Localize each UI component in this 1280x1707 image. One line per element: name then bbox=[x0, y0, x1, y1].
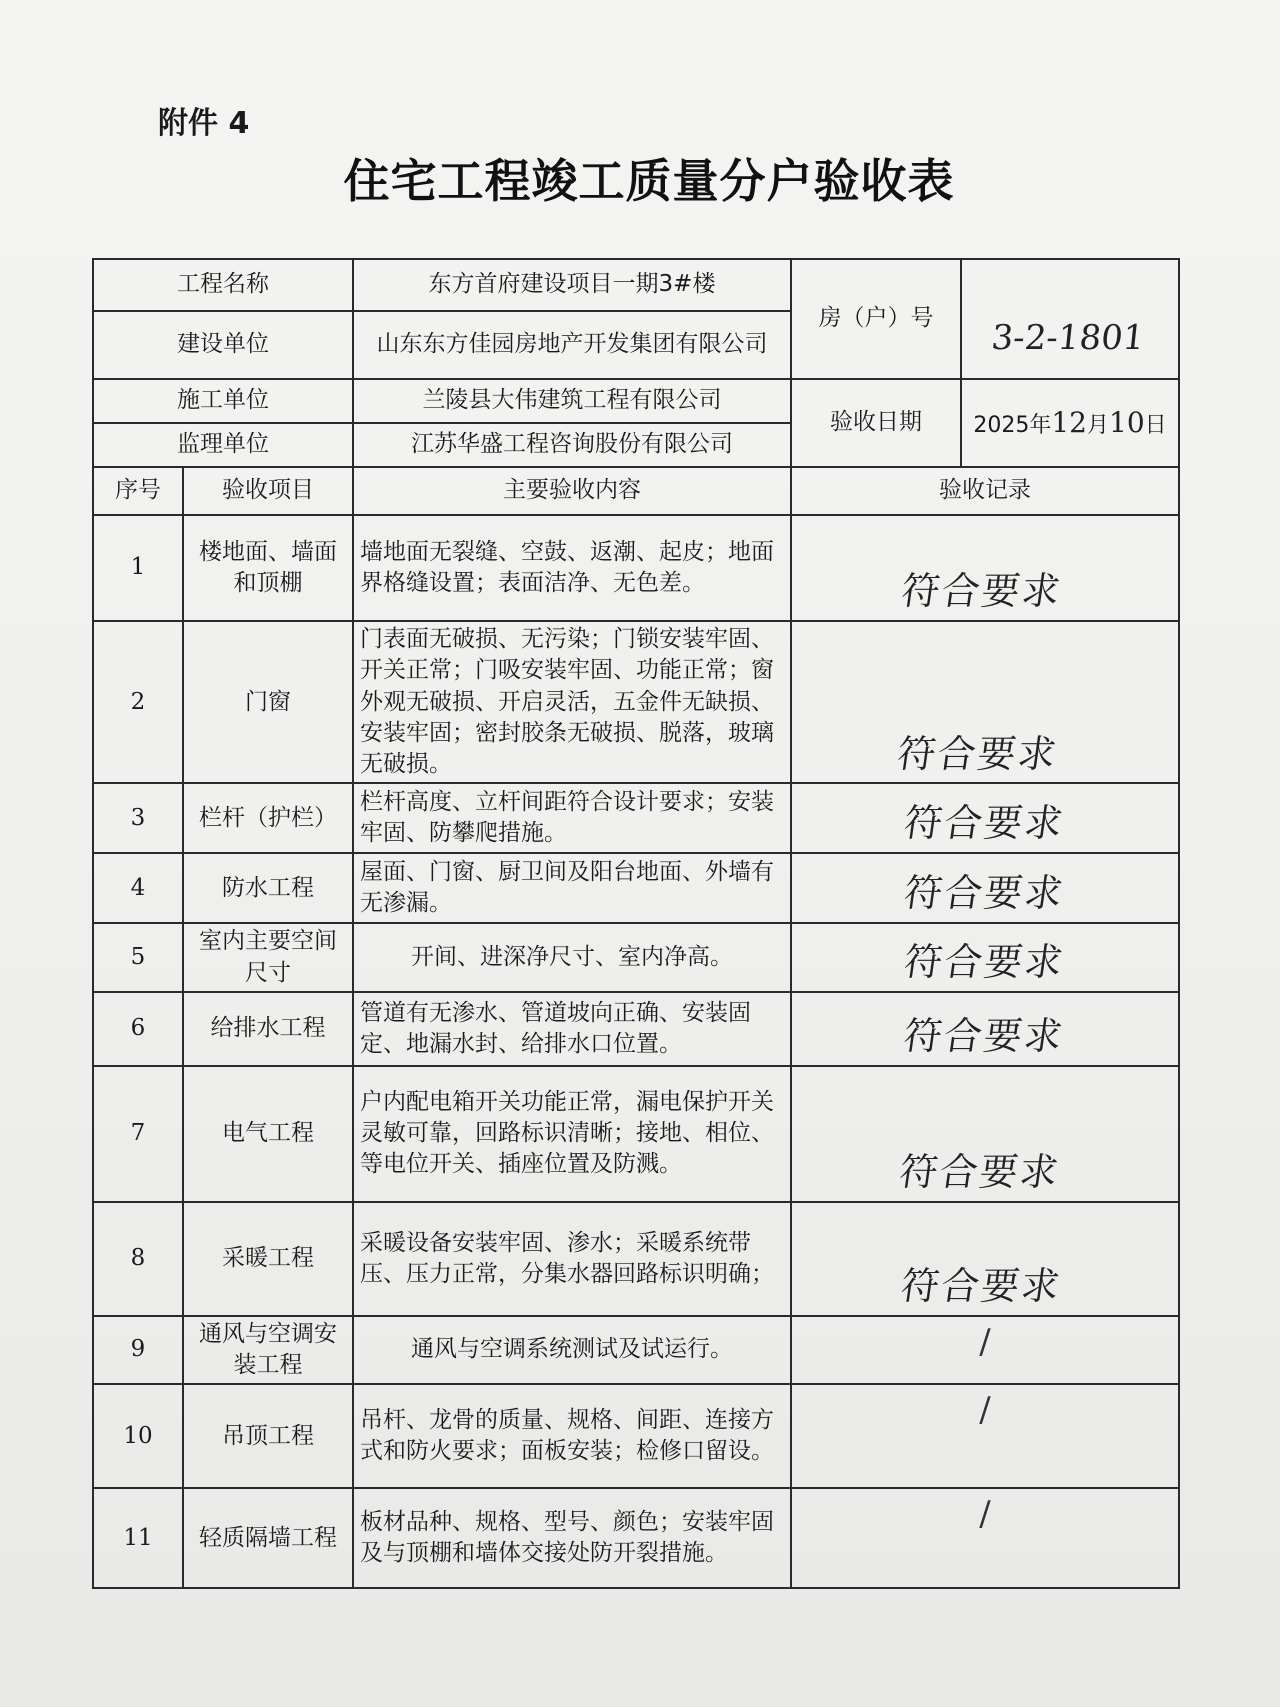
row-item: 吊顶工程 bbox=[183, 1384, 353, 1488]
row-content: 户内配电箱开关功能正常，漏电保护开关灵敏可靠，回路标识清晰；接地、相位、等电位开关、插座位置及防溅。 bbox=[353, 1066, 791, 1202]
row-item: 防水工程 bbox=[183, 853, 353, 923]
acceptance-date-value bbox=[961, 379, 1179, 467]
row-content: 吊杆、龙骨的质量、规格、间距、连接方式和防火要求；面板安装；检修口留设。 bbox=[353, 1384, 791, 1488]
date-day-handwritten: 10 bbox=[1109, 405, 1145, 439]
row-item: 采暖工程 bbox=[183, 1202, 353, 1316]
row-content: 板材品种、规格、型号、颜色；安装牢固及与顶棚和墙体交接处防开裂措施。 bbox=[353, 1488, 791, 1588]
project-name-value: 东方首府建设项目一期3#楼 bbox=[353, 259, 791, 311]
row-no: 7 bbox=[93, 1066, 183, 1202]
row-item: 门窗 bbox=[183, 621, 353, 783]
table-row bbox=[93, 621, 1179, 783]
header-item: 验收项目 bbox=[183, 467, 353, 515]
row-no: 5 bbox=[93, 923, 183, 992]
table-row bbox=[93, 1488, 1179, 1588]
row-no: 9 bbox=[93, 1316, 183, 1385]
row-item: 楼地面、墙面和顶棚 bbox=[183, 515, 353, 621]
row-content: 开间、进深净尺寸、室内净高。 bbox=[353, 923, 791, 992]
header-no: 序号 bbox=[93, 467, 183, 515]
row-content: 采暖设备安装牢固、渗水；采暖系统带压、压力正常，分集水器回路标识明确； bbox=[353, 1202, 791, 1316]
row-item: 电气工程 bbox=[183, 1066, 353, 1202]
row-no: 4 bbox=[93, 853, 183, 923]
row-record-handwritten: 符合要求 bbox=[784, 515, 1187, 621]
builder-label: 建设单位 bbox=[93, 311, 353, 379]
date-month-handwritten: 12 bbox=[1051, 405, 1087, 439]
table-row bbox=[93, 1202, 1179, 1316]
row-no: 3 bbox=[93, 783, 183, 853]
row-content: 门表面无破损、无污染；门锁安装牢固、开关正常；门吸安装牢固、功能正常；窗外观无破损、开启灵活，五金件无缺损、 安装牢固；密封胶条无破损、脱落，玻璃无破损。 bbox=[353, 621, 791, 783]
date-month-unit: 月 bbox=[1086, 412, 1109, 438]
row-record-handwritten: 符合要求 bbox=[786, 853, 1184, 923]
row-content: 栏杆高度、立杆间距符合设计要求；安装牢固、防攀爬措施。 bbox=[353, 783, 791, 853]
row-record-slash: / bbox=[791, 1316, 1179, 1385]
acceptance-date-label: 验收日期 bbox=[791, 379, 961, 467]
row-no: 11 bbox=[93, 1488, 183, 1588]
house-no-handwritten: 3-2-1801 bbox=[989, 317, 1147, 358]
row-item: 轻质隔墙工程 bbox=[183, 1488, 353, 1588]
table-row bbox=[93, 1066, 1179, 1202]
row-content: 通风与空调系统测试及试运行。 bbox=[353, 1316, 791, 1385]
row-no: 6 bbox=[93, 992, 183, 1066]
row-record-handwritten: 符合要求 bbox=[781, 1066, 1188, 1202]
table-row bbox=[93, 923, 1179, 992]
header-content: 主要验收内容 bbox=[353, 467, 791, 515]
row-no: 8 bbox=[93, 1202, 183, 1316]
form-title: 住宅工程竣工质量分户验收表 bbox=[343, 154, 955, 208]
constructor-value: 兰陵县大伟建筑工程有限公司 bbox=[353, 379, 791, 423]
project-name-label: 工程名称 bbox=[93, 259, 353, 311]
row-record-handwritten: 符合要求 bbox=[786, 923, 1184, 992]
info-row-constructor bbox=[93, 379, 1179, 423]
house-no-label: 房（户）号 bbox=[791, 259, 961, 379]
constructor-label: 施工单位 bbox=[93, 379, 353, 423]
acceptance-form-table bbox=[92, 258, 1180, 1589]
row-record-handwritten: 符合要求 bbox=[786, 783, 1184, 853]
row-item: 给排水工程 bbox=[183, 992, 353, 1066]
table-header-row bbox=[93, 467, 1179, 515]
row-content: 屋面、门窗、厨卫间及阳台地面、外墙有无渗漏。 bbox=[353, 853, 791, 923]
row-record-handwritten: 符合要求 bbox=[783, 1202, 1187, 1316]
house-no-cell bbox=[961, 259, 1179, 379]
info-row-project bbox=[93, 259, 1179, 311]
supervisor-value: 江苏华盛工程咨询股份有限公司 bbox=[353, 423, 791, 467]
date-day-unit: 日 bbox=[1144, 412, 1167, 438]
supervisor-label: 监理单位 bbox=[93, 423, 353, 467]
row-item: 室内主要空间尺寸 bbox=[183, 923, 353, 992]
table-row bbox=[93, 853, 1179, 923]
row-no: 2 bbox=[93, 621, 183, 783]
row-record-handwritten: 符合要求 bbox=[780, 621, 1191, 783]
row-no: 1 bbox=[93, 515, 183, 621]
row-no: 10 bbox=[93, 1384, 183, 1488]
table-row bbox=[93, 1316, 1179, 1385]
attachment-label: 附件 4 bbox=[158, 106, 250, 141]
row-item: 通风与空调安装工程 bbox=[183, 1316, 353, 1385]
header-record: 验收记录 bbox=[791, 467, 1179, 515]
builder-value: 山东东方佳园房地产开发集团有限公司 bbox=[353, 311, 791, 379]
row-item: 栏杆（护栏） bbox=[183, 783, 353, 853]
table-row bbox=[93, 992, 1179, 1066]
date-year: 2025年 bbox=[973, 412, 1052, 438]
row-record-slash: / bbox=[791, 1384, 1179, 1488]
table-row bbox=[93, 783, 1179, 853]
table-row bbox=[93, 515, 1179, 621]
row-record-handwritten: 符合要求 bbox=[786, 992, 1184, 1066]
row-content: 墙地面无裂缝、空鼓、返潮、起皮；地面界格缝设置；表面洁净、无色差。 bbox=[353, 515, 791, 621]
row-record-slash: / bbox=[791, 1488, 1179, 1588]
table-row bbox=[93, 1384, 1179, 1488]
row-content: 管道有无渗水、管道坡向正确、安装固定、地漏水封、给排水口位置。 bbox=[353, 992, 791, 1066]
